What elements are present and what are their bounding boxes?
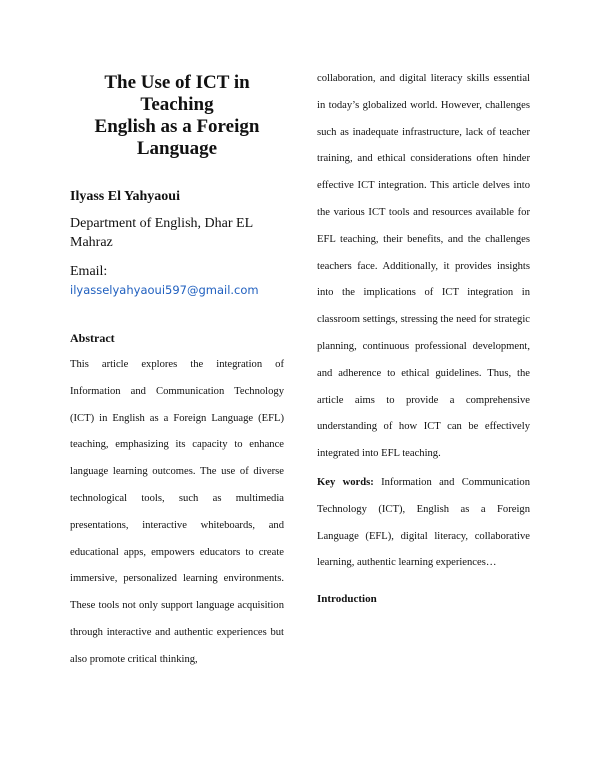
author-name: Ilyass El Yahyaoui bbox=[70, 189, 180, 204]
title-line: English as a Foreign bbox=[94, 116, 260, 137]
keywords-paragraph bbox=[317, 470, 530, 577]
email-link[interactable]: ilyasselyahyaoui597@gmail.com bbox=[70, 283, 259, 297]
paper-title bbox=[70, 72, 284, 160]
keywords-label: Key words: bbox=[317, 476, 382, 488]
email-label: Email: bbox=[70, 264, 108, 279]
title-line: Teaching bbox=[140, 94, 214, 115]
left-column bbox=[70, 72, 284, 674]
right-column bbox=[317, 66, 530, 607]
introduction-heading: Introduction bbox=[317, 593, 377, 606]
title-line: The Use of ICT in bbox=[104, 72, 250, 93]
abstract-heading: Abstract bbox=[70, 331, 115, 345]
abstract-text-right: collaboration, and digital literacy skills essential in today’s globalized world. However, challenges such as inadequate infrastructure, lack of teacher training, and ethical considerations often hinder effective ICT integration. This article delves into the various ICT tools and resources available for EFL teaching, their benefits, and the challenges teachers face. Additionally, it provides insights into the implications of ICT integration in classroom settings, stressing the need for strategic planning, continuous professional development, and adherence to ethical guidelines. Thus, the article aims to provide a comprehensive understanding of how ICT can be effectively integrated into EFL teaching. bbox=[317, 73, 530, 460]
abstract-text-left: This article explores the integration of Information and Communication Technology (ICT) in English as a Foreign Language (EFL) teaching, emphasizing its capacity to enhance language learning outcomes. The use of diverse technological tools, such as multimedia presentations, interactive whiteboards, and educational apps, empowers educators to create immersive, personalized learning environments. These tools not only support language acquisition through interactive and authentic experiences but also promote critical thinking, bbox=[70, 359, 284, 665]
title-line: Language bbox=[136, 138, 218, 159]
keywords-text: Information and Communication Technology (ICT), English as a Foreign Language (EFL), digital literacy, collaborative learning, authentic learning experiences… bbox=[317, 476, 530, 569]
author-affiliation: Department of English, Dhar EL Mahraz bbox=[70, 216, 253, 250]
